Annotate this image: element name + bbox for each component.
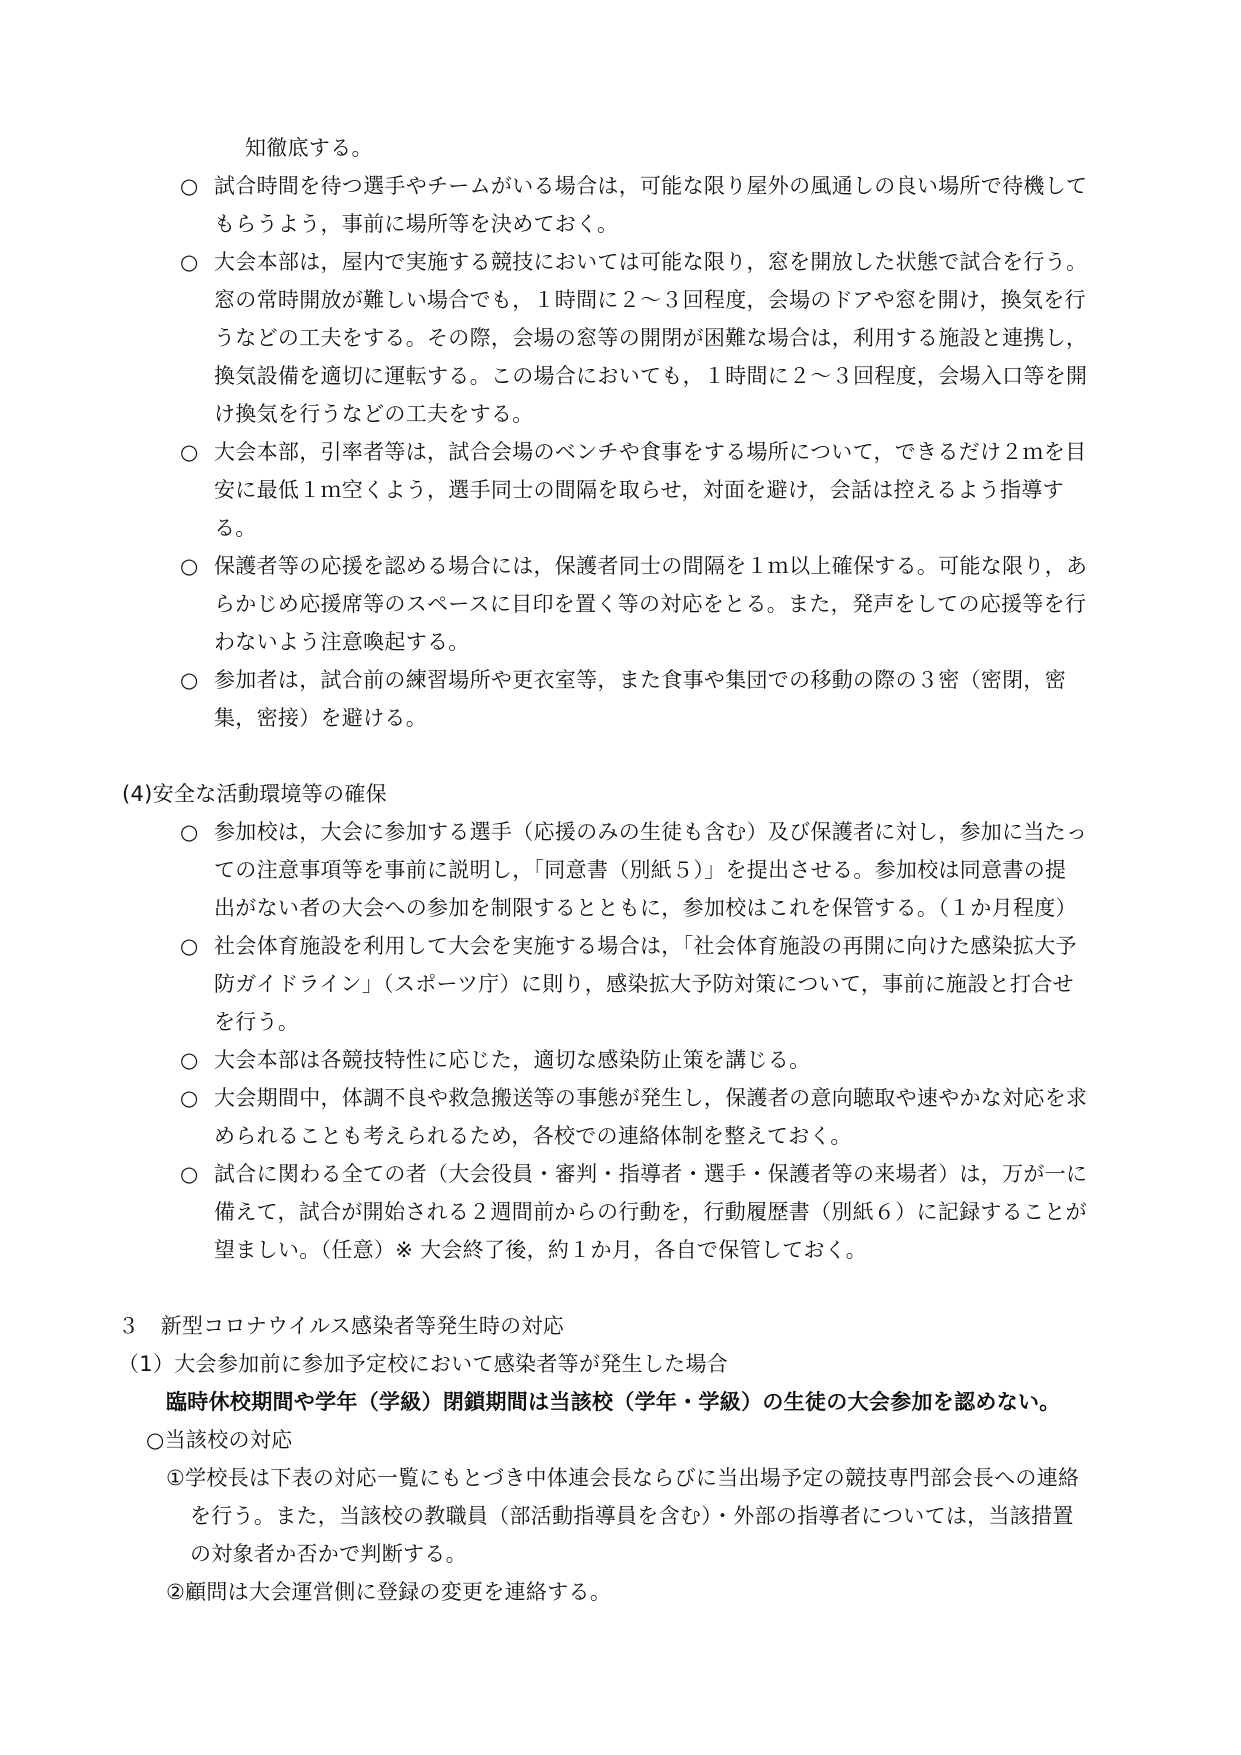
numbered-item-continuation: を行う。また，当該校の教職員（部活動指導員を含む）・外部の指導者については，当該措置 xyxy=(190,1504,1074,1528)
bullet-text: 防ガイドライン」（スポーツ庁）に則り，感染拡大予防対策について，事前に施設と打合せ xyxy=(214,972,1074,996)
bullet-mark: ○ xyxy=(180,1086,199,1110)
bullet-text: 窓の常時開放が難しい場合でも，１時間に２～３回程度，会場のドアや窓を開け，換気を行 xyxy=(214,288,1086,312)
bullet-text: 換気設備を適切に運転する。この場合においても，１時間に２～３回程度，会場入口等を開 xyxy=(214,364,1088,388)
bullet-mark: ○ xyxy=(180,554,199,578)
bullet-text: け換気を行うなどの工夫をする。 xyxy=(214,402,534,426)
bullet-text: 備えて，試合が開始される２週間前からの行動を，行動履歴書（別紙６）に記録することが xyxy=(214,1200,1087,1224)
bullet-text: 大会本部，引率者等は，試合会場のベンチや食事をする場所について，できるだけ２ｍを目 xyxy=(214,440,1087,464)
bullet-text: 大会本部は，屋内で実施する競技においては可能な限り，窓を開放した状態で試合を行う。 xyxy=(214,250,1088,274)
section-heading: ３ 新型コロナウイルス感染者等発生時の対応 xyxy=(118,1314,565,1338)
school-response-heading: ○当該校の対応 xyxy=(146,1428,293,1452)
bullet-text: 出がない者の大会への参加を制限するとともに，参加校はこれを保管する。（１か月程度） xyxy=(214,896,1077,920)
bold-notice: 臨時休校期間や学年（学級）閉鎖期間は当該校（学年・学級）の生徒の大会参加を認めない。 xyxy=(166,1390,1061,1414)
bullet-text: 安に最低１ｍ空くよう，選手同士の間隔を取らせ，対面を避け，会話は控えるよう指導す xyxy=(214,478,1064,502)
bullet-text: 社会体育施設を利用して大会を実施する場合は，「社会体育施設の再開に向けた感染拡大予 xyxy=(214,934,1077,958)
bullet-mark: ○ xyxy=(180,820,199,844)
bullet-text: 集，密接）を避ける。 xyxy=(214,706,427,730)
section-heading: (4)安全な活動環境等の確保 xyxy=(122,782,387,806)
bullet-text: ての注意事項等を事前に説明し，「同意書（別紙５）」を提出させる。参加校は同意書の提 xyxy=(214,858,1067,882)
bullet-text: わないよう注意喚起する。 xyxy=(214,630,470,654)
numbered-item: ①学校長は下表の対応一覧にもとづき中体連会長ならびに当出場予定の競技専門部会長への連絡 xyxy=(166,1466,1080,1490)
bullet-mark: ○ xyxy=(180,440,199,464)
bullet-mark: ○ xyxy=(180,1048,199,1072)
bullet-text: 大会本部は各競技特性に応じた，適切な感染防止策を講じる。 xyxy=(214,1048,811,1072)
numbered-item-continuation: の対象者か否かで判断する。 xyxy=(190,1542,467,1566)
bullet-mark: ○ xyxy=(180,668,199,692)
bullet-text: 参加者は，試合前の練習場所や更衣室等，また食事や集団での移動の際の３密（密閉，密 xyxy=(214,668,1066,692)
bullet-text: 試合に関わる全ての者（大会役員・審判・指導者・選手・保護者等の来場者）は，万が一に xyxy=(214,1162,1088,1186)
bullet-mark: ○ xyxy=(180,250,199,274)
bullet-text: を行う。 xyxy=(214,1010,300,1034)
bullet-mark: ○ xyxy=(180,1162,199,1186)
bullet-text: る。 xyxy=(214,516,257,540)
bullet-text: 試合時間を待つ選手やチームがいる場合は，可能な限り屋外の風通しの良い場所で待機して xyxy=(214,174,1088,198)
bullet-text: もらうよう，事前に場所等を決めておく。 xyxy=(214,212,619,236)
bullet-text: められることも考えられるため，各校での連絡体制を整えておく。 xyxy=(214,1124,852,1148)
bullet-text: うなどの工夫をする。その際，会場の窓等の開閉が困難な場合は，利用する施設と連携し， xyxy=(214,326,1088,350)
bullet-text: 保護者等の応援を認める場合には，保護者同士の間隔を１ｍ以上確保する。可能な限り，あ xyxy=(214,554,1088,578)
bullet-text: 大会期間中，体調不良や救急搬送等の事態が発生し，保護者の意向聴取や速やかな対応を求 xyxy=(214,1086,1088,1110)
bullet-mark: ○ xyxy=(180,934,199,958)
bullet-text: 望ましい。（任意）※ 大会終了後，約１か月，各自で保管しておく。 xyxy=(214,1238,867,1262)
bullet-text: らかじめ応援席等のスペースに目印を置く等の対応をとる。また，発声をしての応援等を行 xyxy=(214,592,1087,616)
subsection-heading: （1）大会参加前に参加予定校において感染者等が発生した場合 xyxy=(118,1352,729,1376)
continuation-text: 知徹底する。 xyxy=(245,136,373,160)
numbered-item: ②顧問は大会運営側に登録の変更を連絡する。 xyxy=(166,1580,612,1604)
bullet-mark: ○ xyxy=(180,174,199,198)
bullet-text: 参加校は，大会に参加する選手（応援のみの生徒も含む）及び保護者に対し，参加に当たっ xyxy=(214,820,1088,844)
